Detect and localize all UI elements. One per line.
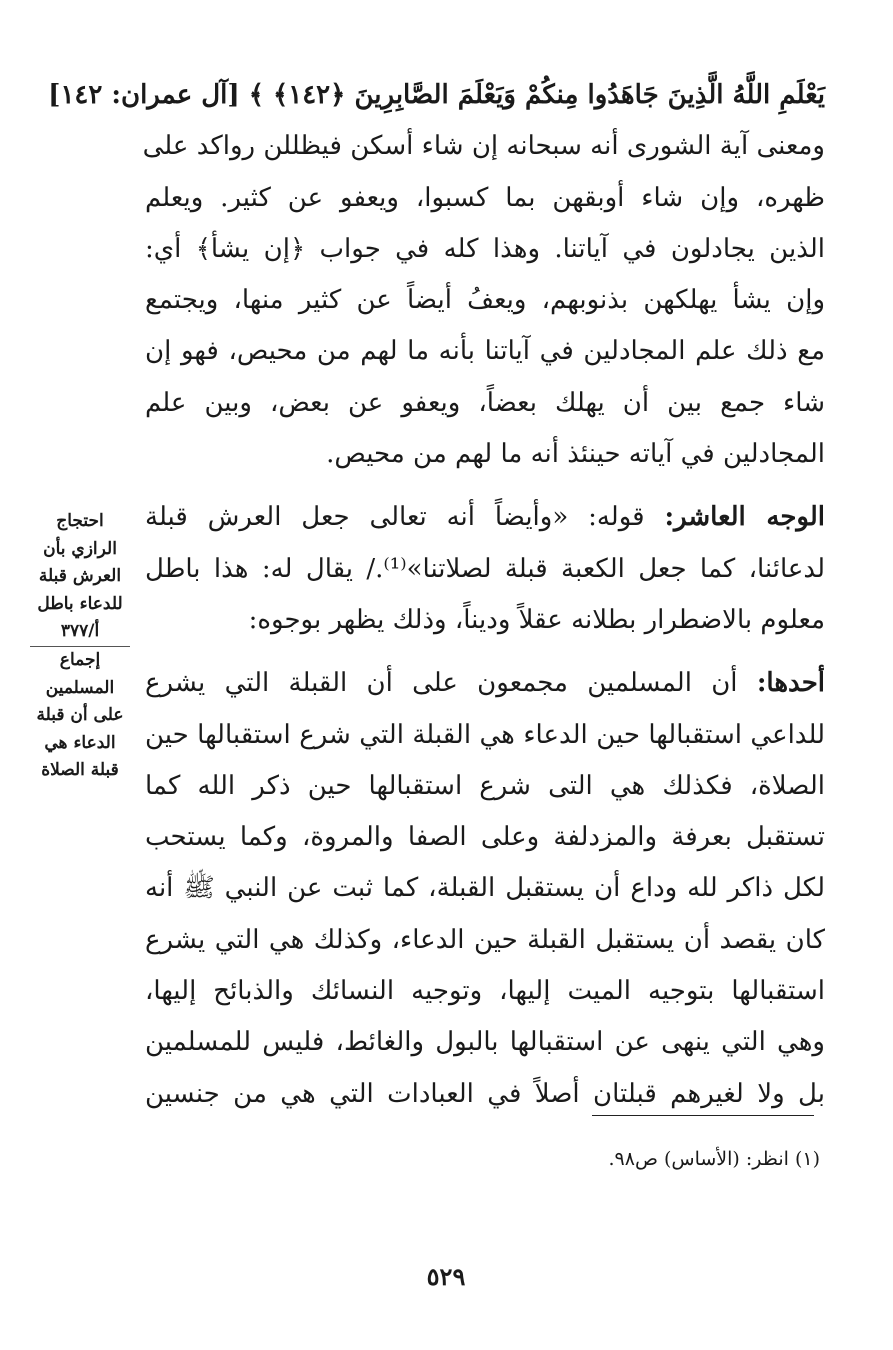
margin-note-line: على أن قبلة bbox=[36, 705, 124, 726]
margin-note-line: العرش قبلة bbox=[38, 566, 122, 587]
text-line: لدعائنا، كما جعل الكعبة قبلة لصلاتنا»⁽¹⁾./ يقال له: هذا باطل bbox=[145, 553, 825, 584]
text-line bbox=[145, 658, 825, 709]
margin-note-line: المسلمين bbox=[45, 677, 115, 698]
paragraph-1 bbox=[48, 70, 825, 480]
text-line: وهي التي ينهى عن استقبالها بالبول والغائط، فليس للمسلمين bbox=[145, 1027, 825, 1058]
text-line: ظهره، وإن شاء أوبقهن بما كسبوا، ويعفو عن كثير. ويعلم bbox=[145, 182, 825, 213]
text-line bbox=[145, 492, 825, 543]
text-line: استقبالها بتوجيه الميت إليها، وتوجيه النسائك والذبائح إليها، bbox=[145, 976, 825, 1007]
text-line: الذين يجادلون في آياتنا. وهذا كله في جواب ﴿إن يشأ﴾ أي: bbox=[145, 233, 825, 264]
margin-note-1 bbox=[30, 508, 130, 646]
section-heading: الوجه العاشر: bbox=[664, 502, 826, 533]
margin-note-line: احتجاج bbox=[56, 511, 104, 531]
margin-note-2 bbox=[30, 646, 130, 785]
page-number: ٥٢٩ bbox=[426, 1262, 466, 1291]
text-line: المجادلين في آياته حينئذ أنه ما لهم من محيص. bbox=[326, 439, 825, 470]
text-line: بل ولا لغيرهم قبلتان أصلاً في العبادات التي هي من جنسين bbox=[145, 1078, 825, 1109]
text-line: كان يقصد أن يستقبل القبلة حين الدعاء، وكذلك هي التي يشرع bbox=[145, 924, 825, 955]
text-line: الصلاة، فكذلك هي التى شرع استقبالها حين ذكر الله كما bbox=[145, 770, 825, 801]
footnote-divider bbox=[592, 1115, 814, 1116]
text-line: وإن يشأ يهلكهن بذنوبهم، ويعفُ أيضاً عن كثير منها، ويجتمع bbox=[145, 285, 825, 316]
text-line: معلوم بالاضطرار بطلانه عقلاً وديناً، وذلك يظهر بوجوه: bbox=[248, 604, 825, 635]
text-line: شاء جمع بين أن يهلك بعضاً، ويعفو عن بعض، وبين علم bbox=[145, 387, 825, 418]
text-run: قوله: «وأيضاً أنه تعالى جعل العرش قبلة bbox=[145, 502, 645, 533]
margin-notes bbox=[30, 508, 130, 785]
margin-note-line: إجماع bbox=[59, 649, 101, 670]
margin-note-line: للدعاء باطل bbox=[37, 593, 123, 614]
margin-note-line: أ/٣٧٧ bbox=[60, 621, 100, 642]
text-line: تستقبل بعرفة والمزدلفة وعلى الصفا والمروة، وكما يستحب bbox=[145, 822, 825, 853]
text-line: ومعنى آية الشورى أنه سبحانه إن شاء أسكن فيظللن رواكد على bbox=[142, 131, 825, 162]
paragraph-2 bbox=[145, 492, 825, 646]
margin-note-line: الدعاء هي bbox=[44, 732, 116, 753]
text-line: مع ذلك علم المجادلين في آياتنا بأنه ما لهم من محيص، فهو إن bbox=[145, 336, 825, 367]
margin-note-line: قبلة الصلاة bbox=[41, 760, 119, 781]
text-line: لكل ذاكر لله وداع أن يستقبل القبلة، كما ثبت عن النبي ﷺ أنه bbox=[145, 873, 825, 904]
verse-line: يَعْلَمِ اللَّهُ الَّذِينَ جَاهَدُوا مِنكُمْ وَيَعْلَمَ الصَّابِرِينَ ﴿١٤٢﴾ ﴾ [آل عمران: ١٤٢] bbox=[48, 80, 825, 110]
footnote: (١) انظر: (الأساس) ص٩٨. bbox=[608, 1148, 820, 1170]
text-run: أن المسلمين مجمعون على أن القبلة التي يشرع bbox=[145, 668, 738, 699]
paragraph-3 bbox=[145, 658, 825, 1120]
text-line: للداعي استقبالها حين الدعاء هي القبلة التي شرع استقبالها حين bbox=[145, 719, 825, 750]
section-heading: أحدها: bbox=[756, 668, 825, 699]
margin-note-line: الرازي بأن bbox=[43, 538, 117, 559]
